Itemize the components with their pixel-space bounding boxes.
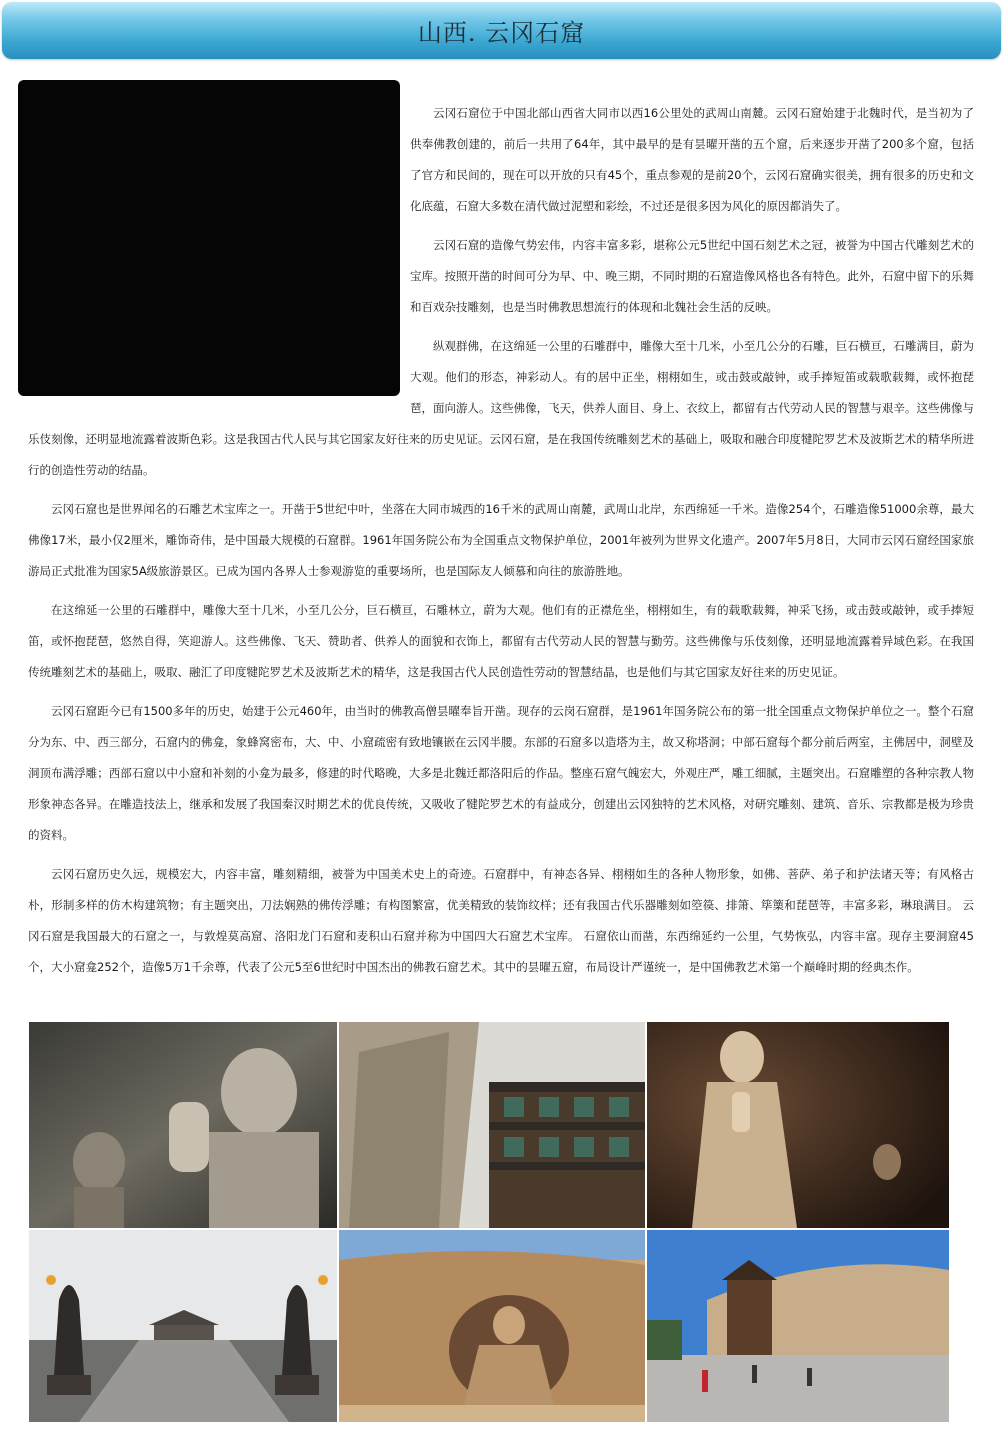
buddha-closeup-photo[interactable] [29,1022,337,1228]
paragraph-5: 在这绵延一公里的石雕群中，雕像大至十几米，小至几公分，巨石横亘，石雕林立，蔚为大观。他们有的正襟危坐，栩栩如生，有的载歌载舞，神采飞扬，或击鼓或敲钟，或手捧短笛，或怀抱琵琶，悠然自得，笑迎游人。这些佛像、飞天、赞助者、供养人的面貌和衣饰上，都留有古代劳动人民的智慧与勤劳。这些佛像与乐伎刻像，还明显地流露着异域色彩。在我国传统雕刻艺术的基础上，吸取、融汇了印度犍陀罗艺术及波斯艺术的精华，这是我国古代人民创造性劳动的智慧结晶，也是他们与其它国家友好往来的历史见证。 [28,603,974,679]
wooden-pavilion-cliff-photo[interactable] [339,1022,645,1228]
paragraph-2: 云冈石窟的造像气势宏伟，内容丰富多彩，堪称公元5世纪中国石刻艺术之冠，被誉为中国古代雕刻艺术的宝库。按照开凿的时间可分为早、中、晚三期，不同时期的石窟造像风格也各有特色。此外，石窟中留下的乐舞和百戏杂技雕刻，也是当时佛教思想流行的体现和北魏社会生活的反映。 [410,238,974,314]
photo-gallery [29,1022,949,1422]
giant-buddha-grotto-photo[interactable] [339,1230,645,1422]
article-body [28,98,974,991]
paragraph-6: 云冈石窟距今已有1500多年的历史，始建于公元460年，由当时的佛教高僧昙曜奉旨开凿。现存的云岗石窟群，是1961年国务院公布的第一批全国重点文物保护单位之一。整个石窟分为东、中、西三部分，石窟内的佛龛，象蜂窝密布，大、中、小窟疏密有致地镶嵌在云冈半腰。东部的石窟多以造塔为主，故又称塔洞；中部石窟每个都分前后两室，主佛居中，洞壁及洞顶布满浮雕；西部石窟以中小窟和补刻的小龛为最多，修建的时代略晚，大多是北魏迁都洛阳后的作品。整座石窟气魄宏大，外观庄严，雕工细腻，主题突出。石窟雕塑的各种宗教人物形象神态各异。在雕造技法上，继承和发展了我国秦汉时期艺术的优良传统，又吸收了犍陀罗艺术的有益成分，创建出云冈独特的艺术风格，对研究雕刻、建筑、音乐、宗教都是极为珍贵的资料。 [28,704,974,842]
paragraph-3: 纵观群佛，在这绵延一公里的石雕群中，雕像大至十几米，小至几公分的石雕，巨石横亘，石雕满目，蔚为大观。他们的形态，神彩动人。有的居中正坐，栩栩如生，或击鼓或敲钟，或手捧短笛或载歌载舞，或怀抱琵琶，面向游人。这些佛像，飞天，供养人面目、身上、衣纹上，都留有古代劳动人民的智慧与艰辛。这些佛像与乐伎刻像，还明显地流露着波斯色彩。这是我国古代人民与其它国家友好往来的历史见证。云冈石窟，是在我国传统雕刻艺术的基础上，吸取和融合印度犍陀罗艺术及波斯艺术的精华所进行的创造性劳动的结晶。 [28,339,974,477]
standing-buddha-cave-photo[interactable] [647,1022,949,1228]
paragraph-4: 云冈石窟也是世界闻名的石雕艺术宝库之一。开凿于5世纪中叶，坐落在大同市城西的16千米的武周山南麓，武周山北岸，东西绵延一千米。造像254个，石雕造像51000余尊，最大佛像17米，最小仅2厘米，雕饰奇伟，是中国最大规模的石窟群。1961年国务院公布为全国重点文物保护单位，2001年被列为世界文化遗产。2007年5月8日，大同市云冈石窟经国家旅游局正式批准为国家5A级旅游景区。已成为国内各界人士参观游览的重要场所，也是国际友人倾慕和向往的旅游胜地。 [28,502,974,578]
paragraph-7: 云冈石窟历史久远，规模宏大，内容丰富，雕刻精细，被誉为中国美术史上的奇迹。石窟群中，有神态各异、栩栩如生的各种人物形象，如佛、菩萨、弟子和护法诸天等；有风格古朴，形制多样的仿木构建筑物；有主题突出，刀法娴熟的佛传浮雕；有构图繁富，优美精致的装饰纹样；还有我国古代乐器雕刻如箜篌、排箫、筚篥和琵琶等，丰富多彩，琳琅满目。 云冈石窟是我国最大的石窟之一，与敦煌莫高窟、洛阳龙门石窟和麦积山石窟并称为中国四大石窟艺术宝库。 石窟依山而凿，东西绵延约一公里，气势恢弘，内容丰富。现存主要洞窟45个，大小窟龛252个，造像5万1千余尊，代表了公元5至6世纪时中国杰出的佛教石窟艺术。其中的昙曜五窟，布局设计严谨统一，是中国佛教艺术第一个巅峰时期的经典杰作。 [28,867,974,974]
page-title: 山西. 云冈石窟 [417,19,586,47]
bridge-statues-photo[interactable] [29,1230,337,1422]
title-bar [2,2,1001,59]
grotto-plaza-visitors-photo[interactable] [647,1230,949,1422]
paragraph-1: 云冈石窟位于中国北部山西省大同市以西16公里处的武周山南麓。云冈石窟始建于北魏时代，是当初为了供奉佛教创建的，前后一共用了64年，其中最早的是有昙曜开凿的五个窟，后来逐步开凿了200多个窟，包括了官方和民间的，现在可以开放的只有45个，重点参观的是前20个，云冈石窟确实很美，拥有很多的历史和文化底蕴，石窟大多数在清代做过泥塑和彩绘，不过还是很多因为风化的原因都消失了。 [410,106,974,213]
video-player[interactable] [18,80,400,396]
